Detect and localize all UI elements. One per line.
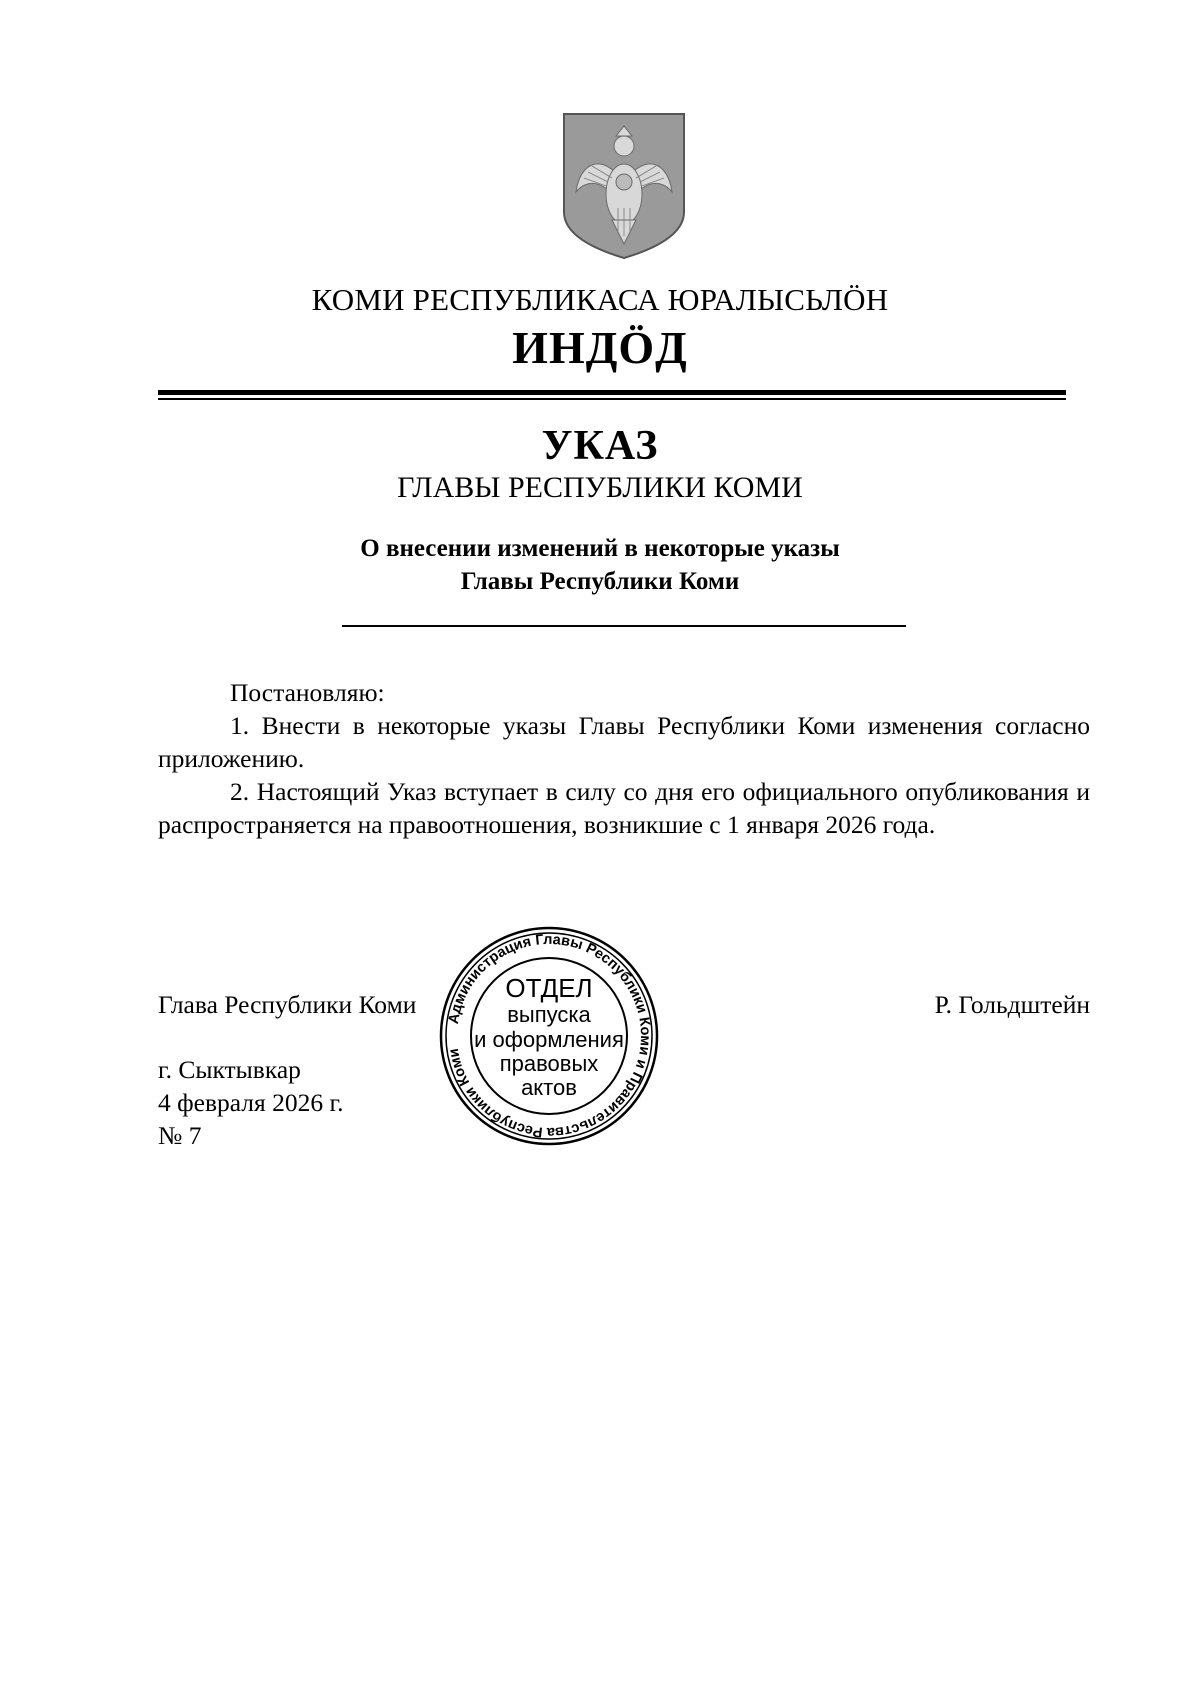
document-subject <box>0 532 1200 598</box>
document-number: № 7 <box>158 1121 202 1150</box>
stamp-ring-text: Администрация Главы Республики Коми и Правительства Республики Коми <box>445 931 654 1141</box>
document-body <box>158 676 1090 841</box>
coat-of-arms-emblem <box>562 112 686 260</box>
header-double-rule-thick <box>158 390 1066 395</box>
body-item-1: 1. Внести в некоторые указы Главы Республики Коми изменения согласно приложению. <box>158 711 1090 773</box>
stamp-line-3: и оформления <box>474 1027 624 1052</box>
stamp-line-5: актов <box>521 1075 577 1100</box>
stamp-line-4: правовых <box>499 1051 599 1076</box>
official-stamp <box>436 925 662 1147</box>
body-item-2: 2. Настоящий Указ вступает в силу со дня его официального опубликования и распространяется на правоотношения, возникшие с 1 января 2026 года. <box>158 777 1090 839</box>
body-intro: Постановляю: <box>230 678 385 707</box>
organization-komi-heading: КОМИ РЕСПУБЛИКАСА ЮРАЛЫСЬЛÖН <box>311 282 889 317</box>
signatory-position: Глава Республики Коми <box>158 990 417 1019</box>
subject-underline <box>342 625 906 627</box>
subject-line-2: Главы Республики Коми <box>460 568 740 595</box>
issuer-heading: ГЛАВЫ РЕСПУБЛИКИ КОМИ <box>397 471 803 504</box>
document-type-komi-heading: ИНДÖД <box>512 322 688 373</box>
stamp-line-2: выпуска <box>507 1002 591 1027</box>
document-type-heading: УКАЗ <box>541 423 659 469</box>
signatory-name: Р. Гольдштейн <box>934 990 1090 1019</box>
city: г. Сыктывкар <box>158 1055 301 1084</box>
stamp-line-1: ОТДЕЛ <box>505 973 593 1003</box>
header-double-rule-thin <box>158 398 1066 400</box>
stamp-center-text <box>474 973 624 1100</box>
date: 4 февраля 2026 г. <box>158 1088 344 1117</box>
place-and-date <box>158 1053 343 1152</box>
subject-line-1: О внесении изменений в некоторые указы <box>360 535 840 562</box>
